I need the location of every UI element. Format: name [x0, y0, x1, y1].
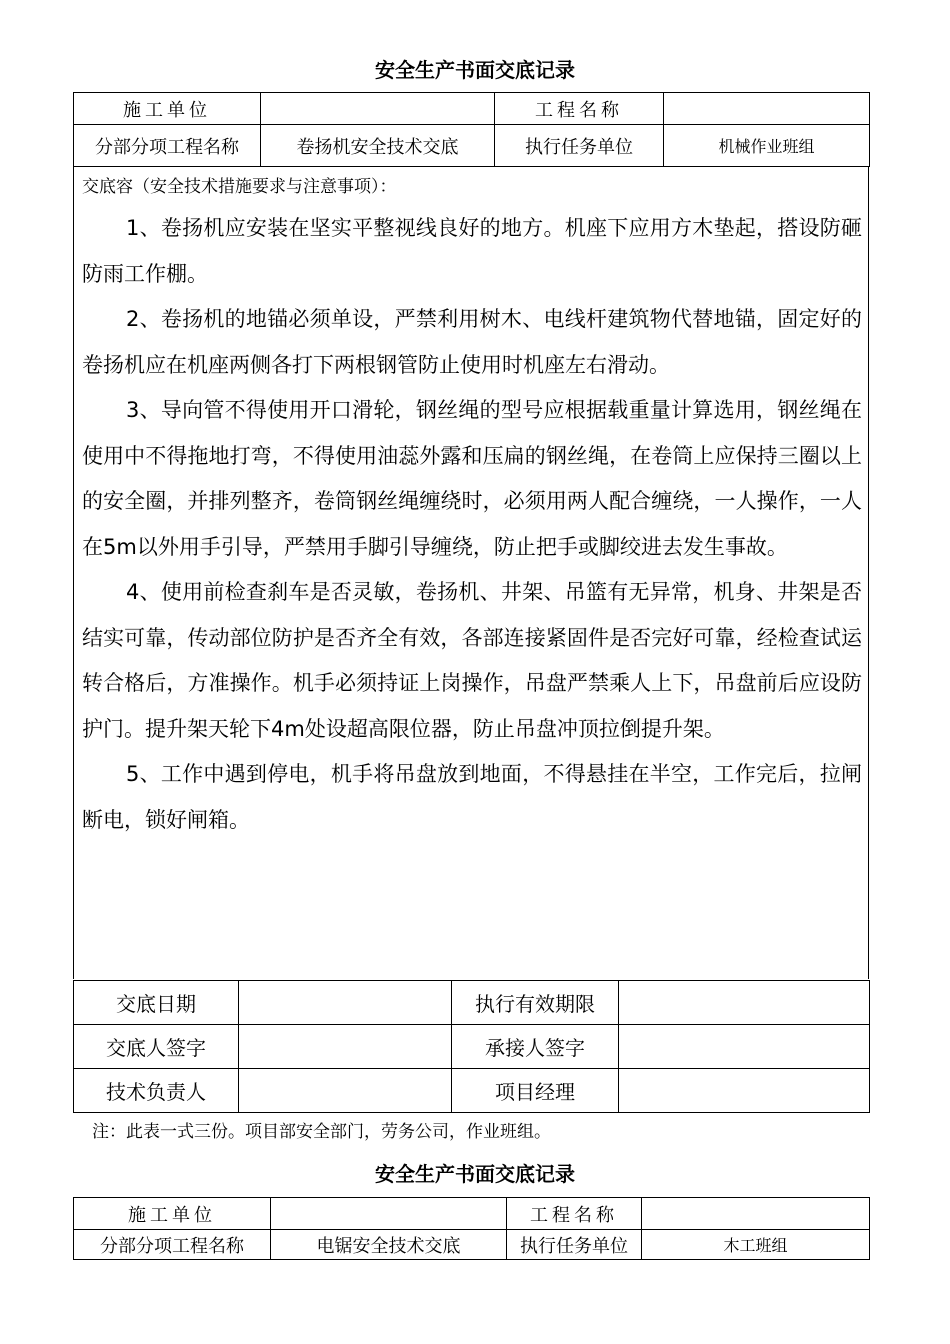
project-name-value [664, 93, 870, 125]
exec-unit-label: 执行任务单位 [507, 1230, 642, 1260]
project-name-label: 工程名称 [495, 93, 664, 125]
footnote: 注：此表一式三份。项目部安全部门，劳务公司，作业班组。 [92, 1122, 551, 1142]
receiver-signature-label: 承接人签字 [452, 1025, 619, 1069]
project-manager-value [619, 1069, 870, 1113]
construction-unit-value [271, 1198, 507, 1230]
validity-label: 执行有效期限 [452, 981, 619, 1025]
safety-item: 3、导向管不得使用开口滑轮，钢丝绳的型号应根据载重量计算选用，钢丝绳在使用中不得拖地打弯，不得使用油蕊外露和压扁的钢丝绳，在卷筒上应保持三圈以上的安全圈，并排列整齐，卷筒钢丝绳缠绕时，必须用两人配合缠绕，一人操作，一人在5m以外用手引导，严禁用手脚引导缠绕，防止把手或脚绞进去发生事故。 [82, 398, 862, 559]
sub-project-value: 电锯安全技术交底 [271, 1230, 507, 1260]
validity-value [619, 981, 870, 1025]
project-name-label: 工程名称 [507, 1198, 642, 1230]
date-value [239, 981, 452, 1025]
project-manager-label: 项目经理 [452, 1069, 619, 1113]
document-title: 安全生产书面交底记录 [375, 58, 575, 82]
exec-unit-value: 机械作业班组 [664, 125, 870, 167]
discloser-signature-label: 交底人签字 [74, 1025, 239, 1069]
tech-lead-value [239, 1069, 452, 1113]
construction-unit-label: 施工单位 [74, 1198, 271, 1230]
disclosure-content [73, 166, 869, 979]
receiver-signature-value [619, 1025, 870, 1069]
sub-project-label: 分部分项工程名称 [74, 1230, 271, 1260]
construction-unit-label: 施工单位 [74, 93, 261, 125]
safety-item: 2、卷扬机的地锚必须单设，严禁利用树木、电线杆建筑物代替地锚，固定好的卷扬机应在机座两侧各打下两根钢管防止使用时机座左右滑动。 [82, 307, 862, 377]
sub-project-label: 分部分项工程名称 [74, 125, 261, 167]
exec-unit-label: 执行任务单位 [495, 125, 664, 167]
safety-items [82, 206, 862, 843]
safety-item: 4、使用前检查刹车是否灵敏，卷扬机、井架、吊篮有无异常，机身、井架是否结实可靠，传动部位防护是否齐全有效，各部连接紧固件是否完好可靠，经检查试运转合格后，方准操作。机手必须持证上岗操作，吊盘严禁乘人上下，吊盘前后应设防护门。提升架天轮下4m处设超高限位器，防止吊盘冲顶拉倒提升架。 [82, 580, 862, 741]
exec-unit-value: 木工班组 [642, 1230, 870, 1260]
tech-lead-label: 技术负责人 [74, 1069, 239, 1113]
discloser-signature-value [239, 1025, 452, 1069]
header-table [73, 92, 870, 167]
header-table [73, 1197, 870, 1260]
sub-project-value: 卷扬机安全技术交底 [261, 125, 495, 167]
safety-item: 1、卷扬机应安装在坚实平整视线良好的地方。机座下应用方木垫起，搭设防砸防雨工作棚。 [82, 216, 862, 286]
signature-table [73, 980, 870, 1113]
content-heading: 交底容（安全技术措施要求与注意事项）： [82, 177, 397, 197]
safety-item: 5、工作中遇到停电，机手将吊盘放到地面，不得悬挂在半空，工作完后，拉闸断电，锁好闸箱。 [82, 762, 862, 832]
construction-unit-value [261, 93, 495, 125]
project-name-value [642, 1198, 870, 1230]
date-label: 交底日期 [74, 981, 239, 1025]
document-title: 安全生产书面交底记录 [375, 1162, 575, 1186]
